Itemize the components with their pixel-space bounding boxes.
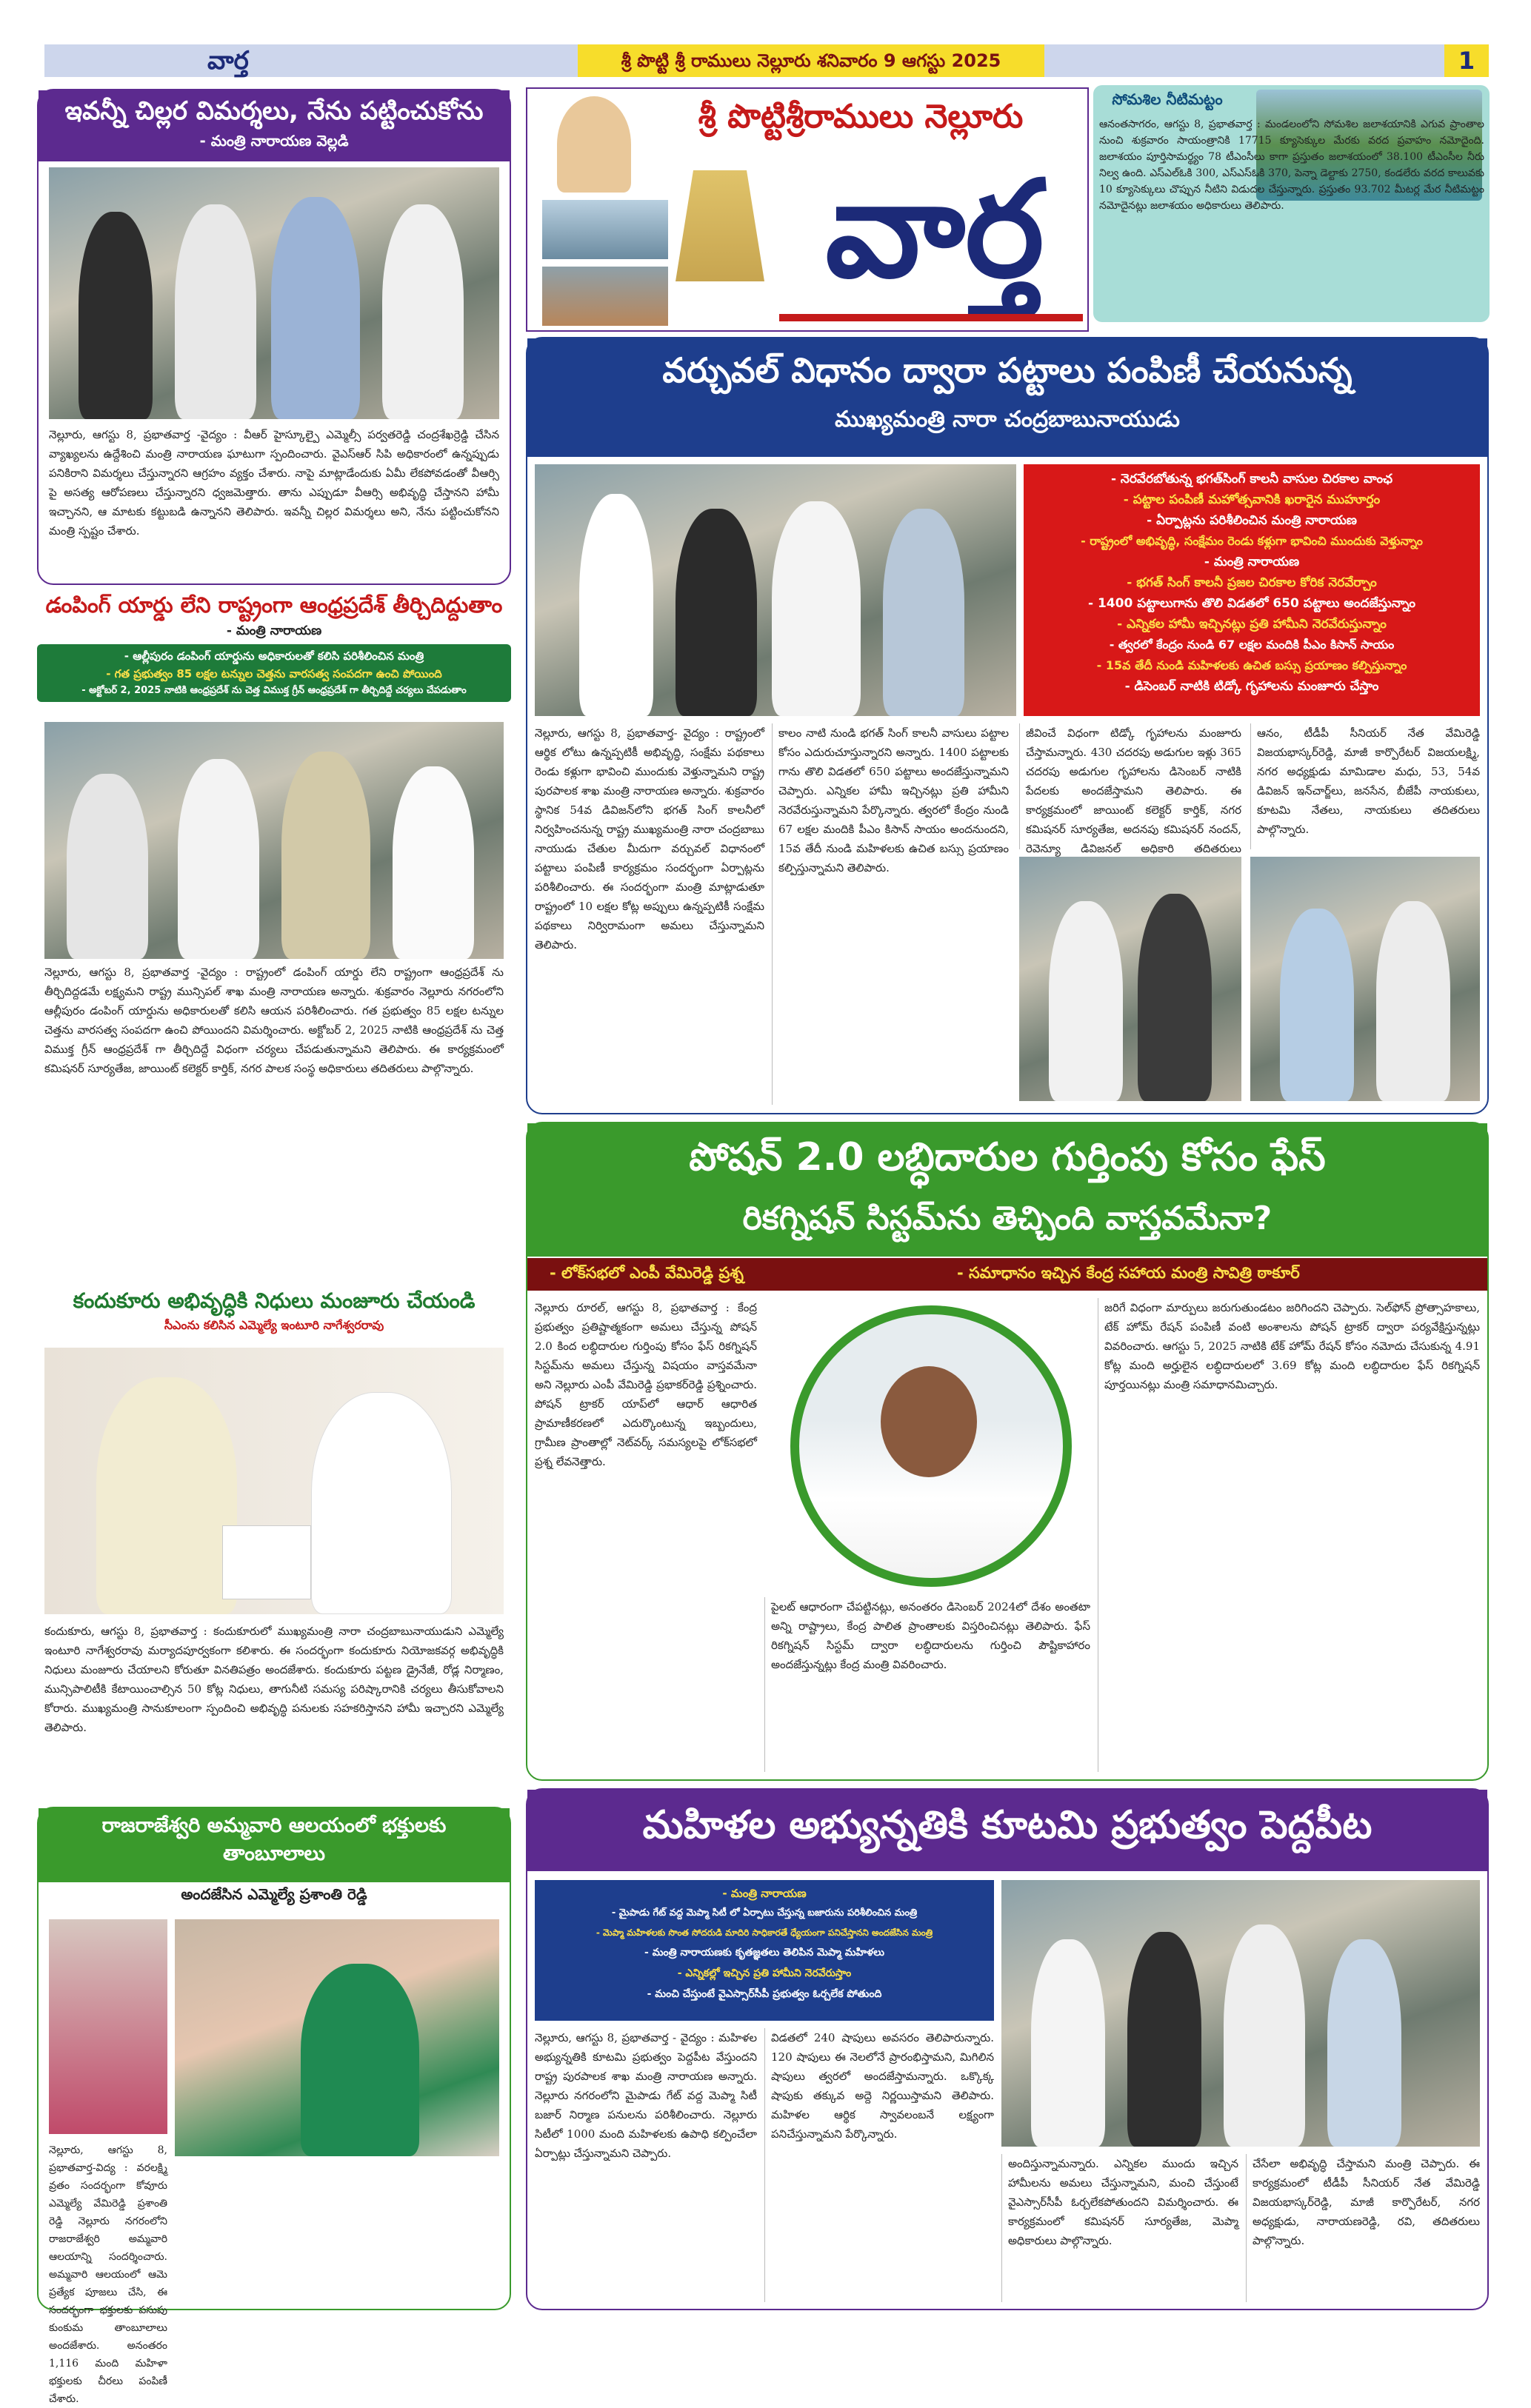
story-1-panel [37, 89, 511, 585]
story-5-panel [526, 337, 1489, 1114]
story-7-body-col4: చేసేలా అభివృద్ధి చేస్తామని మంత్రి చెప్పారు. ఈ కార్యక్రమంలో టీడీపీ సీనియర్ నేత వేమిరెడ్డి విజయభాస్కర్‌రెడ్డి, మాజీ కార్పొరేటర్, నగర అధ్యక్షుడు, నారాయణరెడ్డి, రవి, తదితరులు పాల్గొన్నారు. [1246, 2154, 1480, 2302]
story-4-body: నెల్లూరు, ఆగస్టు 8, ప్రభాతవార్త-విద్య : వరలక్ష్మి వ్రతం సందర్భంగా కోవూరు ఎమ్మెల్యే వేమిరెడ్డి ప్రశాంతి రెడ్డి నెల్లూరు నగరంలోని రాజరాజేశ్వరి అమ్మవారి ఆలయాన్ని సందర్శించారు. అమ్మవారి ఆలయంలో ఆమె ప్రత్యేక పూజలు చేసి, ఈ సందర్భంగా భక్తులకు పసుపు కుంకుమ తాంబూలాలు అందజేశారు. అనంతరం 1,116 మంది మహిళా భక్తులకు చీరలు పంపిణీ చేశారు. [49, 2144, 167, 2405]
story-6-body-col3: జరిగే విధంగా మార్పులు జరుగుతుండటం జరిగిందని చెప్పారు. సెల్‌ఫోన్ ప్రోత్సాహకాలు, టేక్ హోమ్ రేషన్ పంపిణీ వంటి అంశాలను పోషన్ ట్రాకర్ ద్వారా పర్యవేక్షిస్తున్నట్లు వివరించారు. ఆగస్టు 5, 2025 నాటికి టేక్ హోమ్ రేషన్ కోసం నమోదు చేసుకున్న 4.91 కోట్ల మంది అర్హులైన లబ్ధిదారులలో 3.69 కోట్ల మంది లబ్ధిదారుల ఫేస్ రికగ్నిషన్ పూర్తయినట్లు మంత్రి సమాధానమిచ్చారు. [1098, 1298, 1480, 1772]
somasila-title: సోమశిల నీటిమట్టం [1112, 90, 1223, 108]
story-5-body-col3: జీవించే విధంగా టిడ్కో గృహాలను మంజూరు చేస్తామన్నారు. 430 చదరపు అడుగుల ఇళ్లు 365 చదరపు అడుగుల గృహాలను డిసెంబర్ నాటికి పేదలకు అందజేస్తామని తెలిపారు. ఈ కార్యక్రమంలో జాయింట్ కలెక్టర్ కార్తిక్, నగర కమిషనర్ సూర్యతేజ, అదనపు కమిషనర్ నందన్, రెవెన్యూ డివిజనల్ అధికారి తదితరులు [1019, 723, 1241, 849]
story-4-panel [37, 1807, 511, 2405]
mp-portrait [790, 1305, 1072, 1587]
story-6-body-col2: పైలట్ ఆధారంగా చేపట్టినట్లు, అనంతరం డిసెంబర్ 2024లో దేశం అంతటా అన్ని రాష్ట్రాలు, కేంద్ర పాలిత ప్రాంతాలకు విస్తరించినట్లు తెలిపారు. ఫేస్ రికగ్నిషన్ సిస్టమ్ ద్వారా లబ్ధిదారులను గుర్తించి పౌష్టికాహారం అందజేస్తున్నట్లు కేంద్ర మంత్రి వివరించారు. [764, 1597, 1090, 1772]
masthead-block [526, 87, 1089, 332]
story-5-body-col2: కాలం నాటి నుండి భగత్ సింగ్ కాలనీ వాసులు పట్టాల కోసం ఎదురుచూస్తున్నారని అన్నారు. 1400 పట్టాలకు గాను తొలి విడతలో 650 పట్టాలు అందజేస్తున్నామని చెప్పారు. ఎన్నికల హామీ ఇచ్చినట్లు ప్రతి హామీని నెరవేరుస్తున్నామని పేర్కొన్నారు. త్వరలో కేంద్రం నుండి 67 లక్షల మందికి పీఎం కిసాన్ సాయం అందనుందని, 15వ తేదీ నుండి మహిళలకు ఉచిత బస్సు ప్రయాణం కల్పిస్తున్నామని తెలిపారు. [772, 723, 1009, 1105]
story-6-header [527, 1123, 1487, 1257]
story-5-bullet: - రాష్ట్రంలో అభివృద్ధి, సంక్షేమం రెండు కళ్లుగా భావించి ముందుకు వెళ్తున్నాం [1081, 534, 1423, 548]
somasila-box [1093, 85, 1490, 322]
story-3-body: కందుకూరు, ఆగస్టు 8, ప్రభాతవార్త : కందుకూరులో ముఖ్యమంత్రి నారా చంద్రబాబునాయుడుని ఎమ్మెల్యే ఇంటూరి నాగేశ్వరరావు మర్యాదపూర్వకంగా కలిశారు. ఈ సందర్భంగా కందుకూరు నియోజకవర్గ అభివృద్ధికి నిధులు మంజూరు చేయాలని కోరుతూ వినతిపత్రం అందజేశారు. కందుకూరు పట్టణ డ్రైనేజీ, రోడ్ల నిర్మాణం, మున్సిపాలిటీకి కేటాయించాల్సిన 50 కోట్ల నిధులు, తాగునీటి సమస్య పరిష్కారానికి చర్యలు తీసుకోవాలని కోరారు. ముఖ్యమంత్రి సానుకూలంగా స్పందించి అభివృద్ధి పనులకు సహకరిస్తానని హామీ ఇచ్చారని ఎమ్మెల్యే తెలిపారు. [44, 1625, 504, 1734]
person-figure [311, 1392, 452, 1614]
story-4-header [39, 1808, 510, 1882]
masthead-small: వార్త [207, 46, 249, 76]
temple-icon [676, 170, 764, 281]
logo-brand: వార్త [825, 151, 1044, 307]
story-5-bullet-box [1024, 464, 1480, 716]
portrait-face [881, 1366, 977, 1477]
story-5-photo-3 [1250, 857, 1480, 1101]
story-6-tag-right: - సమాధానం ఇచ్చిన కేంద్ర సహాయ మంత్రి సావిత్రి ఠాకూర్ [957, 1264, 1300, 1282]
story-7-bullet: - మంచి చేస్తుంటే వైఎస్సార్‌సీపీ ప్రభుత్వం ఓర్చలేక పోతుంది [647, 1988, 882, 2000]
story-6-tag-left: - లోక్‌సభలో ఎంపీ వేమిరెడ్డి ప్రశ్న [550, 1264, 744, 1282]
story-5-bullet: - డిసెంబర్ నాటికి టిడ్కో గృహాలను మంజూరు చేస్తాం [1124, 679, 1379, 694]
story-3-photo [44, 1348, 504, 1614]
story-4-headline-1: రాజరాజేశ్వరి అమ్మవారి ఆలయంలో భక్తులకు [101, 1814, 447, 1837]
story-5-body-col4: ఆనం, టీడీపీ సీనియర్ నేత వేమిరెడ్డి విజయభాస్కర్‌రెడ్డి, మాజీ కార్పొరేటర్ విజయలక్ష్మి, నగర అధ్యక్షుడు మామిడాల మధు, 53, 54వ డివిజన్ ఇన్‌చార్జ్‌లు, జనసేన, బీజేపీ నాయకులు, కూటమి నేతలు, నాయకులు తదితరులు పాల్గొన్నారు. [1250, 723, 1480, 849]
story-6-headline-1: పోషన్ 2.0 లబ్ధిదారుల గుర్తింపు కోసం ఫేస్ [689, 1135, 1326, 1180]
story-7-photo [1001, 1880, 1480, 2147]
story-5-photo-main [535, 464, 1016, 716]
story-7-bullet: - మంత్రి నారాయణ [722, 1887, 807, 1900]
story-1-headline: ఇవన్నీ చిల్లర విమర్శలు, నేను పట్టించుకోను [64, 96, 484, 126]
story-2-header [37, 592, 511, 711]
page-number: 1 [1444, 44, 1489, 77]
story-6-tagbar [527, 1258, 1487, 1291]
story-7-bullet-box [535, 1880, 994, 2021]
story-1-byline: - మంత్రి నారాయణ వెల్లడి [199, 132, 349, 150]
story-2-bullet-box [37, 644, 511, 702]
story-7-bullet: - మంత్రి నారాయణకు కృతజ్ఞతలు తెలిపిన మెప్మా మహిళలు [644, 1947, 884, 1959]
story-7-bullet: - ఎన్నికల్లో ఇచ్చిన ప్రతి హామీని నెరవేరుస్తాం [677, 1967, 852, 1979]
story-5-subhead: ముఖ్యమంత్రి నారా చంద్రబాబునాయుడు [835, 407, 1180, 432]
somasila-body: ఆనంతసాగరం, ఆగస్టు 8, ప్రభాతవార్త : మండలంలోని సోమశిల జలాశయానికి ఎగువ ప్రాంతాల నుంచి శుక్రవారం సాయంత్రానికి 17715 క్యూసెక్కుల మేరకు వరద ప్రవాహం నమోదైంది. జలాశయం పూర్తిసామర్థ్యం 78 టీఎంసీలు కాగా ప్రస్తుతం జలాశయంలో 38.100 టీఎంసీల నీరు నిల్వ ఉంది. ఎస్ఎల్ఓకి 300, ఎస్ఎస్ఓకి 370, పెన్నా డెల్టాకు 2750, కండలేరు వరద కాలువకు 10 క్యూసెక్కులు చొప్పున నీటిని విడుదల చేస్తున్నారు. ప్రస్తుతం 93.702 మీటర్ల మేర నీటిమట్టం నమోదైనట్లు జలాశయం అధికారులు తెలిపారు. [1099, 118, 1484, 212]
story-5-photo-2 [1019, 857, 1241, 1101]
story-2-bullet: - గత ప్రభుత్వం 85 లక్షల టన్నుల చెత్తను వారసత్వ సంపదగా ఉంచి పోయింది [106, 667, 442, 680]
story-2-photo [44, 722, 504, 959]
story-7-body-col1: నెల్లూరు, ఆగస్టు 8, ప్రభాతవార్త - వైద్యం : మహిళల అభ్యున్నతికి కూటమి ప్రభుత్వం పెద్దపీట వేస్తుందని రాష్ట్ర పురపాలక శాఖ మంత్రి నారాయణ అన్నారు. నెల్లూరు నగరంలోని మైపాడు గేట్ వద్ద మెప్మా సిటీ బజార్ నిర్మాణ పనులను పరిశీలించారు. నెల్లూరు సిటీలో 1000 మంది మహిళలకు ఉపాధి కల్పించేలా ఏర్పాట్లు చేస్తున్నామని చెప్పారు. [535, 2031, 757, 2160]
story-7-body-col2: విడతలో 240 షాపులు అవసరం తెలిపారున్నారు. 120 షాపులు ఈ నెలలోనే ప్రారంభిస్తామని, మిగిలిన షాపులు త్వరలో అందజేస్తామన్నారు. ఒక్కొక్క షాపుకు తక్కువ అద్దె నిర్ణయిస్తామని తెలిపారు. మహిళల ఆర్థిక స్వావలంబనే లక్ష్యంగా పనిచేస్తున్నామని పేర్కొన్నారు. [764, 2028, 994, 2302]
story-5-bullet: - ఏర్పాట్లను పరిశీలించిన మంత్రి నారాయణ [1147, 513, 1357, 528]
story-3-headline: కందుకూరు అభివృద్ధికి నిధులు మంజూరు చేయండి [73, 1288, 476, 1313]
story-5-bullet: - నెరవేరబోతున్న భగత్‌సింగ్ కాలనీ వాసుల చిరకాల వాంఛ [1110, 472, 1393, 486]
mp-portrait-photo [799, 1314, 1063, 1578]
person-figure [301, 1964, 419, 2156]
story-1-photo [49, 167, 499, 419]
story-4-headline-2: తాంబూలాలు [223, 1842, 325, 1865]
story-2-bullet: - ఆల్లీపురం డంపింగ్ యార్డును అధికారులతో కలిసి పరిశీలించిన మంత్రి [124, 649, 424, 663]
logo-underline [779, 314, 1083, 321]
story-5-bullet: - మంత్రి నారాయణ [1204, 555, 1300, 569]
story-6-headline-2: రికగ్నిషన్ సిస్టమ్‌ను తెచ్చింది వాస్తవమేనా? [742, 1200, 1273, 1237]
story-1-body: నెల్లూరు, ఆగస్టు 8, ప్రభాతవార్త -వైద్యం : వీఆర్ హైస్కూల్పై ఎమ్మెల్సీ పర్వతరెడ్డి చంద్రశేఖర్రెడ్డి చేసిన వ్యాఖ్యలను ఉద్దేశించి మంత్రి నారాయణ ఘాటుగా స్పందించారు. వైఎస్ఆర్ సిపి అధికారంలో ఉన్నప్పుడు పనికిరాని విమర్శలు చేస్తున్నారని ఆగ్రహం వ్యక్తం చేశారు. నాపై మాట్లాడేందుకు ఏమీ లేకపోవడంతో వీఆర్సి పై అసత్య ఆరోపణలు చేస్తున్నారని ధ్వజమెత్తారు. తాను ఎప్పుడూ వీఆర్సి అభివృద్ధి చేస్తానని హామీ ఇచ్చానని, ఆ మాటకు కట్టుబడి ఉన్నానని తెలిపారు. ఇవన్నీ చిల్లర విమర్శలు అని, నేను పట్టించుకోనని మంత్రి స్పష్టం చేశారు. [49, 428, 499, 538]
story-5-body-col1: నెల్లూరు, ఆగస్టు 8, ప్రభాతవార్త- వైద్యం : రాష్ట్రంలో ఆర్థిక లోటు ఉన్నప్పటికీ అభివృద్ధి, సంక్షేమ పథకాలు రెండు కళ్లుగా భావించి ముందుకు వెళ్తున్నామని రాష్ట్ర పురపాలక శాఖ మంత్రి నారాయణ అన్నారు. శుక్రవారం స్థానిక 54వ డివిజన్‌లోని భగత్ సింగ్ కాలనీలో నిర్వహించనున్న రాష్ట్ర ముఖ్యమంత్రి నారా చంద్రబాబు నాయుడు చేతుల మీదుగా వర్చువల్ విధానంలో పట్టాలు పంపిణీ కార్యక్రమం సందర్భంగా ఏర్పాట్లను పరిశీలించారు. ఈ సందర్భంగా మంత్రి మాట్లాడుతూ రాష్ట్రంలో 10 లక్షల కోట్ల అప్పులు ఉన్నప్పటికీ సంక్షేమ పథకాలు నిర్విరామంగా అమలు చేస్తున్నామని తెలిపారు. [535, 726, 764, 952]
story-7-bullet: - మైపాడు గేట్ వద్ద మెప్మా సిటీ లో ఏర్పాటు చేస్తున్న బజారును పరిశీలించిన మంత్రి [611, 1907, 918, 1919]
story-5-bullet: - ఎన్నికల హామీ ఇచ్చినట్లు ప్రతి హామీని నెరవేరుస్తున్నాం [1117, 617, 1387, 632]
story-5-bullet: - పట్టాల పంపిణీ మహోత్సవానికి ఖరారైన ముహూర్తం [1123, 492, 1381, 507]
story-7-panel [526, 1788, 1489, 2310]
story-2-headline: డంపింగ్ యార్డు లేని రాష్ట్రంగా ఆంధ్రప్రదేశ్ తీర్చిదిద్దుతాం [45, 592, 503, 618]
story-2-byline: - మంత్రి నారాయణ [226, 623, 322, 638]
portrait-icon [557, 96, 631, 193]
story-4-byline: అందజేసిన ఎమ్మెల్యే ప్రశాంతి రెడ్డి [181, 1885, 367, 1903]
story-6-body-col1: నెల్లూరు రూరల్, ఆగస్టు 8, ప్రభాతవార్త : కేంద్ర ప్రభుత్వం ప్రతిష్టాత్మకంగా అమలు చేస్తున్న పోషన్ 2.0 కింద లబ్ధిదారుల గుర్తింపు కోసం ఫేస్ రికగ్నిషన్ సిస్టమ్‌ను అమలు చేస్తున్న విషయం వాస్తవమేనా అని నెల్లూరు ఎంపీ వేమిరెడ్డి ప్రభాకర్‌రెడ్డి ప్రశ్నించారు. పోషన్ ట్రాకర్ యాప్‌లో ఆధార్ ఆధారిత ప్రామాణీకరణలో ఎదుర్కొంటున్న ఇబ్బందులు, గ్రామీణ ప్రాంతాల్లో నెట్‌వర్క్ సమస్యలపై లోక్‌సభలో ప్రశ్న లేవనెత్తారు. [535, 1301, 757, 1468]
person-figure [96, 1377, 237, 1614]
header-bar [44, 44, 1489, 77]
logo-edition-title: శ్రీ పొట్టిశ్రీరాములు నెల్లూరు [698, 98, 1024, 136]
petition-paper [222, 1525, 311, 1599]
story-2-body: నెల్లూరు, ఆగస్టు 8, ప్రభాతవార్త -వైద్యం : రాష్ట్రంలో డంపింగ్ యార్డు లేని రాష్ట్రంగా ఆంధ్రప్రదేశ్ ను తీర్చిదిద్దడమే లక్ష్యమని రాష్ట్ర మున్సిపల్ శాఖ మంత్రి నారాయణ అన్నారు. శుక్రవారం నెల్లూరు నగరంలోని ఆల్లీపురం డంపింగ్ యార్డును అధికారులతో కలిసి ఆయన పరిశీలించారు. గత ప్రభుత్వం 85 లక్షల టన్నుల చెత్తను వారసత్వ సంపదగా ఉంచి పోయిందని విమర్శించారు. అక్టోబర్ 2, 2025 నాటికి ఆంధ్రప్రదేశ్ ను చెత్త విముక్త గ్రీన్ ఆంధ్రప్రదేశ్ గా తీర్చిదిద్దే విధంగా చర్యలు చేపడుతున్నామని తెలిపారు. ఈ కార్యక్రమంలో కమిషనర్ సూర్యతేజ, జాయింట్ కలెక్టర్ కార్తిక్, నగర పాలక సంస్థ అధికారులు తదితరులు పాల్గొన్నారు. [44, 966, 504, 1075]
story-1-header [39, 90, 510, 161]
edition-dateline: శ్రీ పొట్టి శ్రీ రాములు నెల్లూరు శనివారం 9 ఆగస్టు 2025 [578, 44, 1044, 77]
port-photo [542, 267, 668, 326]
story-3-header [37, 1288, 511, 1340]
story-2-bullet: - అక్టోబర్ 2, 2025 నాటికి ఆంధ్రప్రదేశ్ ను చెత్త విముక్త గ్రీన్ ఆంధ్రప్రదేశ్ గా తీర్చిదిద్దే చర్యలు చేపడుతాం [81, 685, 467, 696]
story-5-headline: వర్చువల్ విధానం ద్వారా పట్టాలు పంపిణీ చేయనున్న [662, 350, 1352, 390]
story-5-bullet: - భగత్ సింగ్ కాలనీ ప్రజల చిరకాల కోరిక నెరవేర్చాం [1127, 575, 1377, 590]
story-5-bullet: - త్వరలో కేంద్రం నుండి 67 లక్షల మందికి పీఎం కిసాన్ సాయం [1109, 638, 1395, 652]
story-7-bullet: - మెప్మా మహిళలకు సొంత సోదరుడి మాదిరి సాధికారతే ధ్యేయంగా పనిచేస్తానని అందజేసిన మంత్రి [596, 1927, 933, 1938]
story-7-body-col3: అందిస్తున్నామన్నారు. ఎన్నికల ముందు ఇచ్చిన హామీలను అమలు చేస్తున్నామని, మంచి చేస్తుంటే వైఎస్సార్‌సీపీ ఓర్చలేకపోతుందని విమర్శించారు. ఈ కార్యక్రమంలో కమిషనర్ సూర్యతేజ, మెప్మా అధికారులు పాల్గొన్నారు. [1001, 2154, 1238, 2302]
bridge-photo [542, 200, 668, 259]
story-5-bullet: - 1400 పట్టాలుగాను తొలి విడతలో 650 పట్టాలు అందజేస్తున్నాం [1088, 596, 1415, 611]
story-4-photo-right [175, 1919, 499, 2156]
story-3-byline: సీఎంను కలిసిన ఎమ్మెల్యే ఇంటూరి నాగేశ్వరరావు [164, 1318, 384, 1332]
story-7-headline: మహిళల అభ్యున్నతికి కూటమి ప్రభుత్వం పెద్దపీట [642, 1803, 1372, 1847]
story-5-bullet: - 15వ తేదీ నుండి మహిళలకు ఉచిత బస్సు ప్రయాణం కల్పిస్తున్నాం [1096, 658, 1407, 672]
story-6-panel [526, 1122, 1489, 1781]
story-7-header [527, 1790, 1487, 1871]
story-5-header [527, 338, 1487, 457]
story-4-photo-left [49, 1919, 167, 2134]
